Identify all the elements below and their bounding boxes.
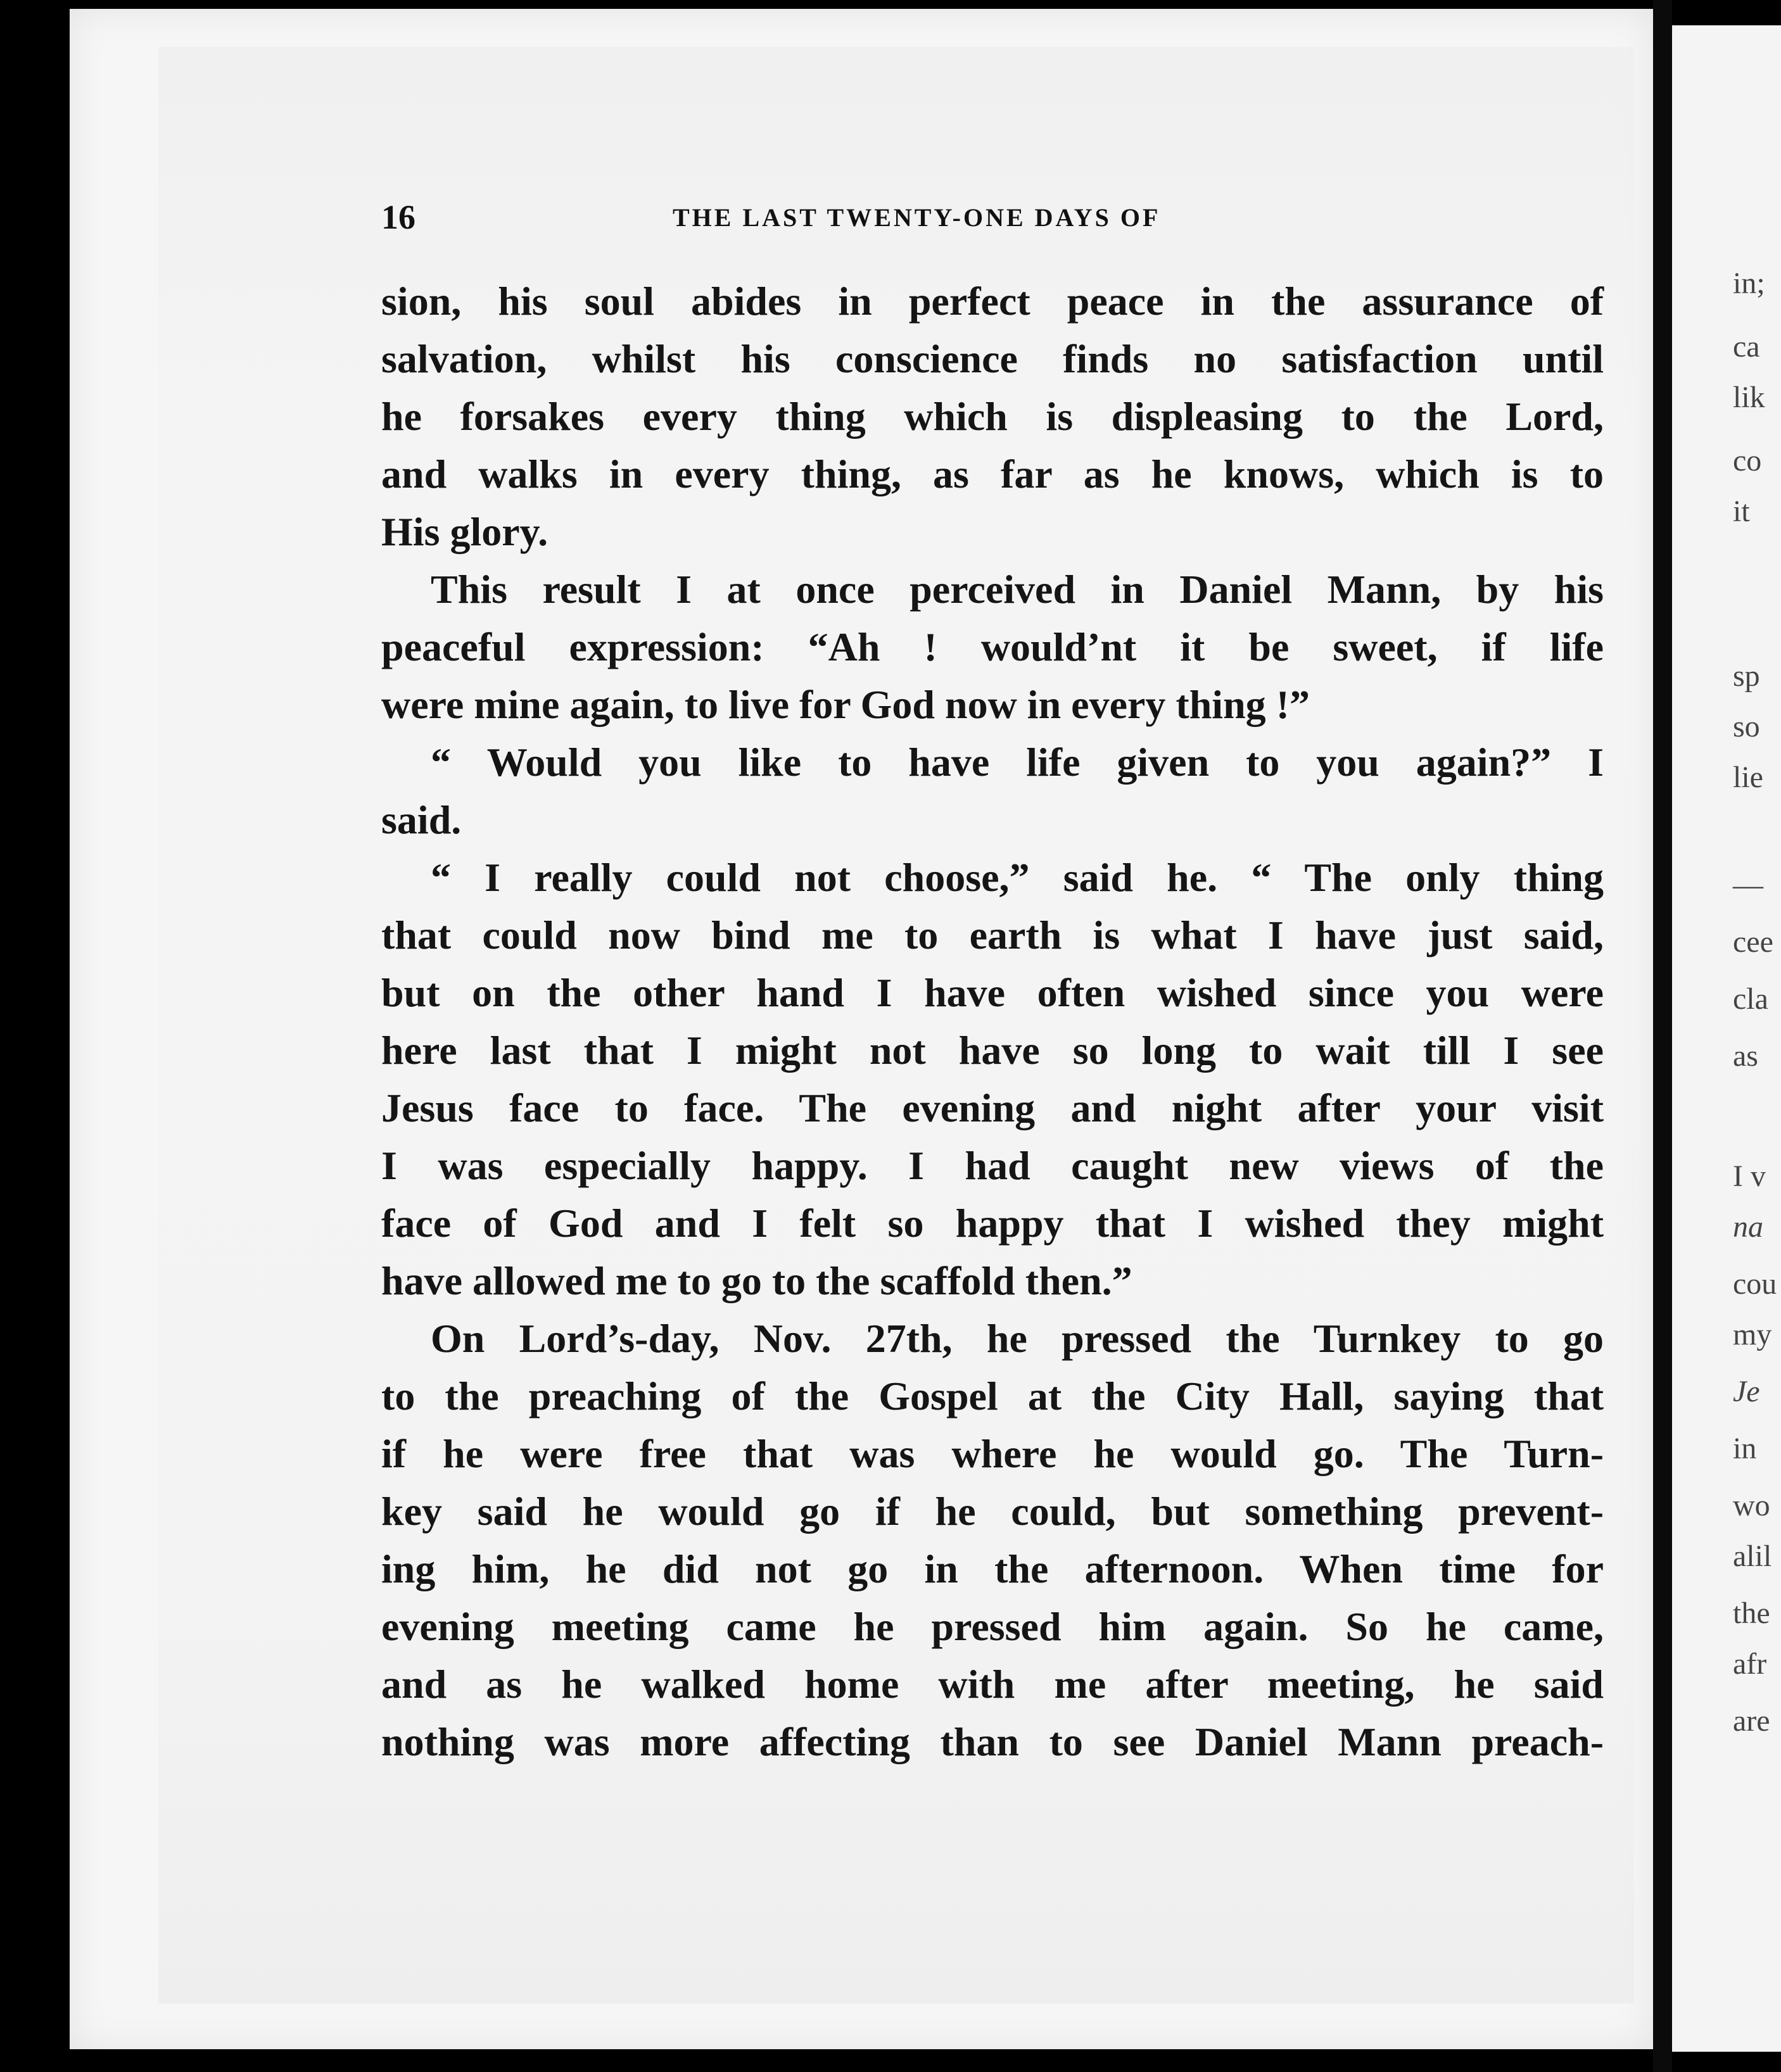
text-line: and walks in every thing, as far as he knows, which is to <box>381 452 1604 496</box>
right-page-fragment: lie <box>1733 761 1763 794</box>
text-line: “ I really could not choose,” said he. “ The only thing <box>431 855 1604 900</box>
right-page-fragment: I v <box>1733 1159 1766 1193</box>
right-page-fragment: cee <box>1733 925 1773 959</box>
text-line: face of God and I felt so happy that I wished they might <box>381 1201 1604 1246</box>
text-line: here last that I might not have so long to wait till I see <box>381 1028 1604 1073</box>
text-line: but on the other hand I have often wished since you were <box>381 970 1604 1015</box>
text-line: peaceful expression: “Ah ! would’nt it be sweet, if life <box>381 624 1604 669</box>
right-page-fragment: afr <box>1733 1647 1767 1681</box>
right-page-fragment: in; <box>1733 267 1765 300</box>
right-page-fragment: — <box>1733 868 1763 902</box>
right-page-fragment: in <box>1733 1432 1757 1465</box>
text-line: nothing was more affecting than to see Daniel Mann preach- <box>381 1719 1604 1764</box>
page-number: 16 <box>381 198 415 236</box>
right-page-fragment: the <box>1733 1596 1770 1630</box>
text-line: ing him, he did not go in the afternoon. When time for <box>381 1546 1604 1591</box>
right-page-fragment: so <box>1733 710 1760 743</box>
text-line: sion, his soul abides in perfect peace in the assurance of <box>381 279 1604 324</box>
right-page-fragment: alil <box>1733 1539 1772 1573</box>
text-line: have allowed me to go to the scaffold then.” <box>381 1258 1132 1303</box>
text-line: His glory. <box>381 509 548 554</box>
right-page-fragment: na <box>1733 1210 1763 1244</box>
text-line: evening meeting came he pressed him again. So he came, <box>381 1604 1604 1649</box>
right-page-fragment: lik <box>1733 381 1765 414</box>
right-page-fragment: sp <box>1733 659 1760 693</box>
right-page-fragment: my <box>1733 1318 1772 1351</box>
text-line: On Lord’s-day, Nov. 27th, he pressed the Turnkey to go <box>431 1316 1604 1361</box>
text-line: Jesus face to face. The evening and night after your visit <box>381 1085 1604 1130</box>
right-page-fragment: are <box>1733 1704 1770 1738</box>
text-line: salvation, whilst his conscience finds no satisfaction until <box>381 336 1604 381</box>
right-page-fragment: wo <box>1733 1489 1770 1522</box>
right-page-fragment: Je <box>1733 1375 1760 1408</box>
page-header <box>381 198 1369 248</box>
text-line: and as he walked home with me after meeting, he said <box>381 1662 1604 1707</box>
right-page-fragment: as <box>1733 1039 1758 1073</box>
text-line: to the preaching of the Gospel at the City Hall, saying that <box>381 1374 1604 1418</box>
right-page-fragment: it <box>1733 495 1750 528</box>
text-line: “ Would you like to have life given to you again?” I <box>431 740 1604 785</box>
right-page-fragment: co <box>1733 444 1762 477</box>
text-line: said. <box>381 797 462 842</box>
text-line: This result I at once perceived in Daniel Mann, by his <box>431 567 1604 612</box>
text-line: if he were free that was where he would go. The Turn- <box>381 1431 1604 1476</box>
running-head: THE LAST TWENTY-ONE DAYS OF <box>673 203 1161 232</box>
text-line: that could now bind me to earth is what I have just said, <box>381 913 1604 957</box>
book-gutter <box>1653 0 1672 2072</box>
right-page-fragment: cou <box>1733 1267 1777 1301</box>
right-page-fragment: ca <box>1733 330 1760 363</box>
text-line: were mine again, to live for God now in every thing !” <box>381 682 1310 727</box>
text-line: I was especially happy. I had caught new views of the <box>381 1143 1604 1188</box>
body-text <box>381 272 1604 1771</box>
right-page-fragment: cla <box>1733 982 1768 1016</box>
text-line: key said he would go if he could, but something prevent- <box>381 1489 1604 1534</box>
book-page-right <box>1672 25 1781 2052</box>
text-line: he forsakes every thing which is displeasing to the Lord, <box>381 394 1604 439</box>
